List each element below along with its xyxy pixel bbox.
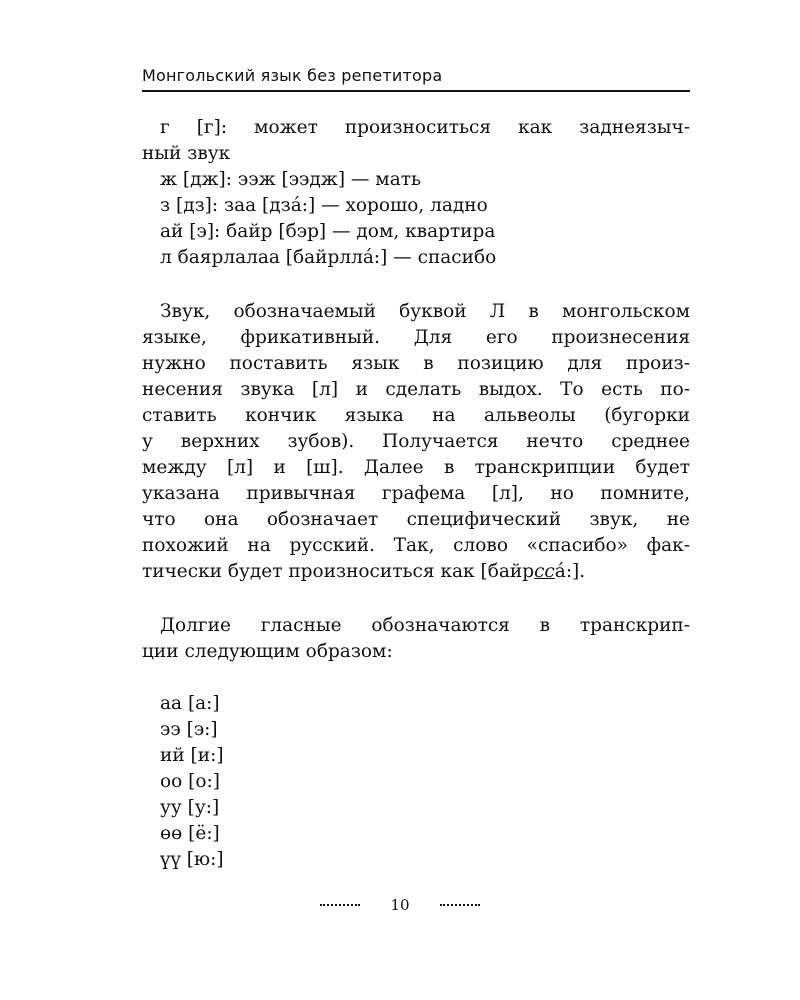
text-line: ж [дж]: ээж [ээдж] — мать bbox=[160, 169, 422, 190]
paragraph-line: Долгие гласные обозначаются в транскрип- bbox=[160, 615, 690, 636]
header-rule bbox=[142, 90, 690, 92]
vowel-item: уу [у:] bbox=[160, 797, 220, 818]
vowel-item: ий [и:] bbox=[160, 745, 224, 766]
underlined-transcription: сс bbox=[534, 561, 555, 582]
paragraph-line: у верхних зубов). Получается нечто среднее bbox=[142, 431, 690, 452]
paragraph-line: между [л] и [ш]. Далее в транскрипции будет bbox=[142, 457, 690, 478]
text-line: л баярлалаа [байрллá:] — спасибо bbox=[160, 247, 497, 268]
text-line: ный звук bbox=[142, 143, 231, 164]
page-number: 10 bbox=[390, 896, 410, 914]
paragraph-line: ции следующим образом: bbox=[142, 641, 393, 662]
text-line: г [г]: может произноситься как заднеязыч- bbox=[160, 117, 690, 138]
line-prefix: тически будет произноситься как [байр bbox=[142, 561, 535, 582]
vowel-item: оо [о:] bbox=[160, 771, 220, 792]
page-footer bbox=[0, 896, 800, 914]
footer-dots-left bbox=[320, 904, 360, 906]
vowel-item: үү [ю:] bbox=[160, 849, 224, 870]
text-line: ай [э]: байр [бэр] — дом, квартира bbox=[160, 221, 496, 242]
paragraph-line: несения звука [л] и сделать выдох. То есть по- bbox=[142, 379, 690, 400]
paragraph-line: похожий на русский. Так, слово «спасибо» фак- bbox=[142, 535, 690, 556]
paragraph-line: нужно поставить язык в позицию для произ- bbox=[142, 353, 690, 374]
paragraph-line: что она обозначает специфический звук, не bbox=[142, 509, 690, 530]
vowel-item: ээ [э:] bbox=[160, 719, 218, 740]
text-line: з [дз]: заа [дзá:] — хорошо, ладно bbox=[160, 195, 488, 216]
line-suffix: á:]. bbox=[554, 561, 586, 582]
paragraph-line: языке, фрикативный. Для его произнесения bbox=[142, 327, 690, 348]
footer-dots-right bbox=[440, 904, 480, 906]
paragraph-last-line bbox=[142, 560, 585, 584]
paragraph-line: ставить кончик языка на альвеолы (бугорки bbox=[142, 405, 690, 426]
paragraph-line: Звук, обозначаемый буквой Л в монгольском bbox=[160, 301, 690, 322]
paragraph-line: указана привычная графема [л], но помните, bbox=[142, 483, 690, 504]
vowel-item: аа [а:] bbox=[160, 693, 220, 714]
vowel-item: өө [ё:] bbox=[160, 823, 220, 844]
running-header: Монгольский язык без репетитора bbox=[142, 66, 443, 85]
